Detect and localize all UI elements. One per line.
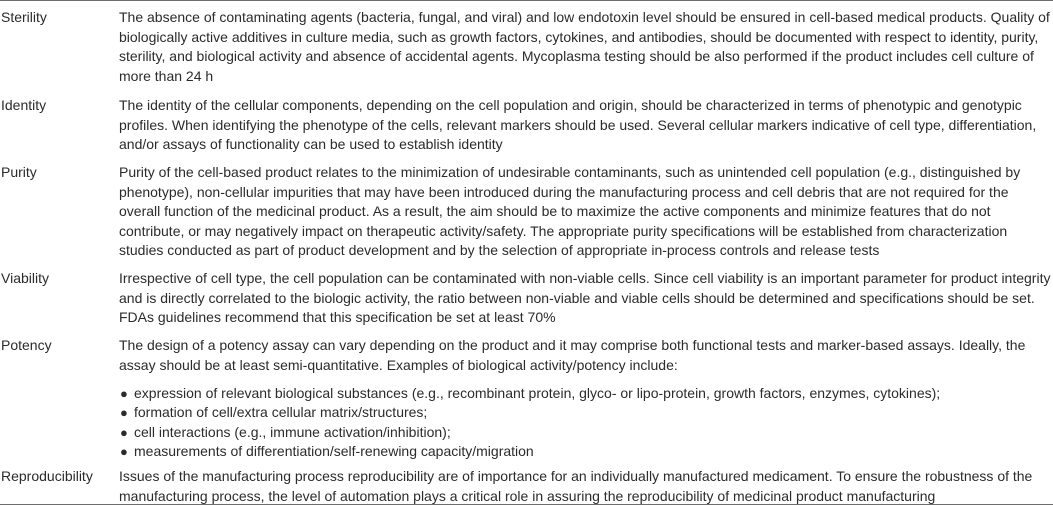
list-item-text: expression of relevant biological substances (e.g., recombinant protein, glyco- or lipo-protein, growth factors, enzymes, cytokines); — [134, 385, 941, 401]
row-description-text: The design of a potency assay can vary depending on the product and it may comprise both functional tests and marker-based assays. Ideally, the assay should be at least semi-quantitative. Examples of biological activity/potency include: — [119, 337, 1026, 373]
list-item-text: measurements of differentiation/self-renewing capacity/migration — [134, 442, 534, 459]
list-item-text: formation of cell/extra cellular matrix/structures; — [134, 404, 428, 421]
list-item — [119, 442, 1051, 461]
list-item — [119, 384, 1051, 403]
list-item — [119, 423, 1051, 442]
row-term: Reproducibility — [1, 468, 93, 484]
row-description-text: Purity of the cell-based product relates to the minimization of undesirable contaminants, such as unintended cell population (e.g., distinguished by phenotype), non-cellular impurities that may have been introduced during the manufacturing process and cell debris that are not required for the overall function of the medicinal product. As a result, the aim should be to maximize the active components and minimize features that do not contribute, or may negatively impact on therapeutic activity/safety. The appropriate purity specifications will be established from characterization studies conducted as part of product development and by the selection of appropriate in-process controls and release tests — [119, 164, 1021, 258]
list-item — [119, 403, 1051, 422]
row-description-text: The absence of contaminating agents (bacteria, fungal, and viral) and low endotoxin level should be ensured in cell-based medical products. Quality of biologically active additives in culture media, such as growth factors, cytokines, and antibodies, should be documented with respect to identity, purity, sterility, and biological activity and absence of accidental agents. Mycoplasma testing should be also performed if the product includes cell culture of more than 24 h — [119, 9, 1050, 84]
row-term: Purity — [1, 164, 37, 180]
row-description — [119, 336, 1051, 461]
potency-bullet-list — [119, 384, 1051, 461]
row-description — [119, 467, 1051, 506]
bullet-icon: ● — [120, 405, 128, 421]
row-description-text: Irrespective of cell type, the cell population can be contaminated with non-viable cells. Since cell viability is an important parameter for product integrity and is directly correlated to the biologic activity, the ratio between non-viable and viable cells should be determined and specifications should be set. FDAs guidelines recommend that this specification be set at least 70% — [119, 270, 1051, 325]
bullet-icon: ● — [120, 424, 128, 440]
row-description — [119, 269, 1051, 328]
list-item-text: cell interactions (e.g., immune activation/inhibition); — [134, 423, 451, 440]
row-description — [119, 8, 1051, 86]
row-term: Sterility — [1, 9, 47, 25]
row-description-text: The identity of the cellular components, depending on the cell population and origin, should be characterized in terms of phenotypic and genotypic profiles. When identifying the phenotype of the cells, relevant markers should be used. Several cellular markers indicative of cell type, differentiation, and/or assays of functionality can be used to establish identity — [119, 97, 1037, 152]
row-description — [119, 163, 1051, 261]
row-term: Potency — [1, 337, 52, 353]
row-term: Viability — [1, 270, 49, 286]
bullet-icon: ● — [120, 443, 128, 459]
row-term: Identity — [1, 97, 47, 113]
row-description-text: Issues of the manufacturing process reproducibility are of importance for an individually manufactured medicament. To ensure the robustness of the manufacturing process, the level of automation plays a critical role in assuring the reproducibility of medicinal product manufacturing — [119, 468, 1033, 504]
table-top-rule — [0, 0, 1053, 1]
row-description — [119, 96, 1051, 155]
bullet-icon: ● — [120, 386, 128, 401]
